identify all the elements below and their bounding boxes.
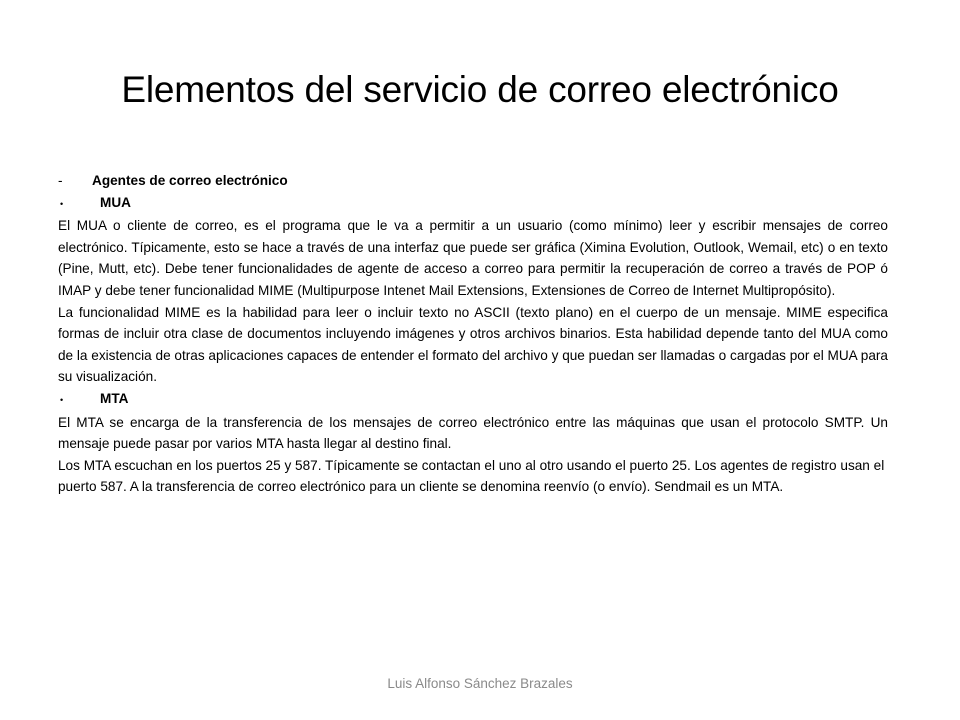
bullet-icon: • — [60, 394, 64, 405]
mua-paragraph-2: La funcionalidad MIME es la habilidad para leer o incluir texto no ASCII (texto plano) en el cuerpo de un mensaje. MIME especifica formas de incluir otra clase de documentos incluyendo imágenes y otros archivos binarios. Esta habilidad depende tanto del MUA como de la existencia de otras aplicaciones capaces de entender el formato del archivo y que puedan ser llamadas o cargadas por el MUA para su visualización. — [58, 304, 888, 385]
dash-marker: - — [58, 173, 63, 188]
mua-heading-row — [58, 192, 888, 216]
slide-title: Elementos del servicio de correo electrónico — [121, 69, 839, 110]
mta-heading: MTA — [100, 390, 129, 406]
bullet-icon: • — [60, 198, 64, 209]
mta-heading-row — [58, 388, 888, 412]
slide-footer: Luis Alfonso Sánchez Brazales — [387, 676, 573, 691]
section-heading: Agentes de correo electrónico — [92, 173, 288, 188]
section-heading-row — [58, 170, 888, 192]
mta-paragraph-2: Los MTA escuchan en los puertos 25 y 587. Típicamente se contactan el uno al otro usando el puerto 25. Los agentes de registro usan el puerto 587. A la transferencia de correo electrónico para un cliente se denomina reenvío (o envío). Sendmail es un MTA. — [58, 457, 885, 495]
mua-paragraph-1: El MUA o cliente de correo, es el programa que le va a permitir a un usuario (como mínimo) leer y escribir mensajes de correo electrónico. Típicamente, esto se hace a través de una interfaz que puede ser gráfica (Ximina Evolution, Outlook, Wemail, etc) o en texto (Pine, Mutt, etc). Debe tener funcionalidades de agente de acceso a correo para permitir la recuperación de correo a través de POP ó IMAP y debe tener funcionalidad MIME (Multipurpose Intenet Mail Extensions, Extensiones de Correo de Internet Multipropósito). — [58, 218, 888, 298]
mua-heading: MUA — [100, 194, 131, 210]
mta-paragraph-1: El MTA se encarga de la transferencia de los mensajes de correo electrónico entre las máquinas que usan el protocolo SMTP. Un mensaje puede pasar por varios MTA hasta llegar al destino final. — [58, 414, 888, 452]
slide-body — [58, 170, 888, 498]
